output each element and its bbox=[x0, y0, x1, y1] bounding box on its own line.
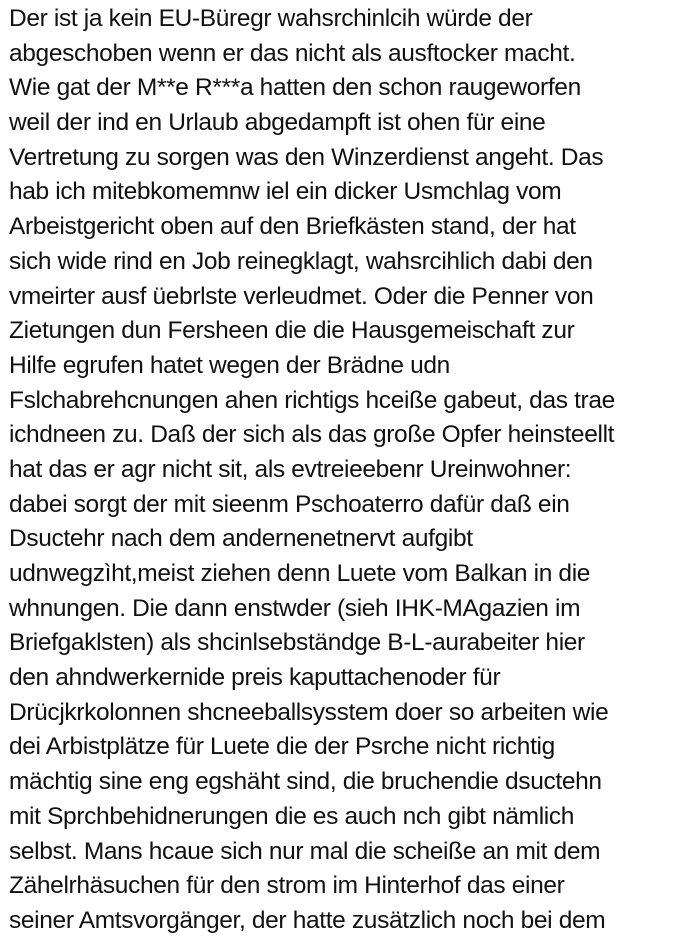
text-line: Vertretung zu sorgen was den Winzerdienst angeht. Das bbox=[9, 143, 604, 171]
text-line: udnwegzìht,meist ziehen denn Luete vom Balkan in die bbox=[9, 560, 591, 587]
text-line: weil der ind en Urlaub abgedampft ist ohen für eine bbox=[9, 109, 546, 137]
text-line: ichdneen zu. Daß der sich als das große Opfer heinsteellt bbox=[9, 421, 615, 449]
text-line: hat das er agr nicht sit, als evtreieebenr Ureinwohner: bbox=[9, 455, 572, 483]
text-line: Hilfe egrufen hatet wegen der Brädne udn bbox=[9, 351, 450, 379]
text-line: Wie gat der M**e R***a hatten den schon raugeworfen bbox=[9, 74, 581, 102]
text-line: Der ist ja kein EU-Büregr wahsrchinlcih würde der bbox=[9, 5, 533, 32]
text-line: Zähelrhäsuchen für den strom im Hinterhof das einer bbox=[9, 872, 565, 900]
body-text bbox=[9, 2, 681, 939]
text-line: Arbeistgericht oben auf den Briefkästen stand, der hat bbox=[9, 213, 576, 241]
text-line: whnungen. Die dann enstwder (sieh IHK-MAgazien im bbox=[9, 594, 581, 622]
text-line: Fslchabrehcnungen ahen richtigs hceiße gabeut, das trae bbox=[9, 386, 615, 414]
text-line: den ahndwerkernide preis kaputtachenoder für bbox=[9, 664, 501, 692]
text-line: selbst. Mans hcaue sich nur mal die scheiße an mit dem bbox=[9, 837, 601, 865]
text-line: Drücjkrkolonnen shcneeballsysstem doer so arbeiten wie bbox=[9, 698, 609, 726]
text-line: dei Arbistplätze für Luete die der Psrche nicht richtig bbox=[9, 733, 555, 761]
text-line: Zietungen dun Fersheen die die Hausgemeischaft zur bbox=[9, 317, 575, 345]
text-line: vmeirter ausf üebrlste verleudmet. Oder die Penner von bbox=[9, 282, 594, 310]
text-line: seiner Amtsvorgänger, der hatte zusätzlich noch bei dem bbox=[9, 906, 606, 934]
text-line: sich wide rind en Job reinegklagt, wahsrcihlich dabi den bbox=[9, 247, 593, 275]
text-line: abgeschoben wenn er das nicht als ausftocker macht. bbox=[9, 39, 576, 67]
text-line: hab ich mitebkomemnw iel ein dicker Usmchlag vom bbox=[9, 178, 562, 206]
text-line: Briefgaklsten) als shcinlsebständge B-L-aurabeiter hier bbox=[9, 629, 585, 657]
text-line: Dsuctehr nach dem andernenetnervt aufgibt bbox=[9, 525, 473, 553]
text-line: mächtig sine eng egshäht sind, die bruchendie dsuctehn bbox=[9, 768, 602, 796]
text-line: dabei sorgt der mit sieenm Pschoaterro dafür daß ein bbox=[9, 490, 570, 518]
text-line: mit Sprchbehidnerungen die es auch nch gibt nämlich bbox=[9, 802, 575, 830]
